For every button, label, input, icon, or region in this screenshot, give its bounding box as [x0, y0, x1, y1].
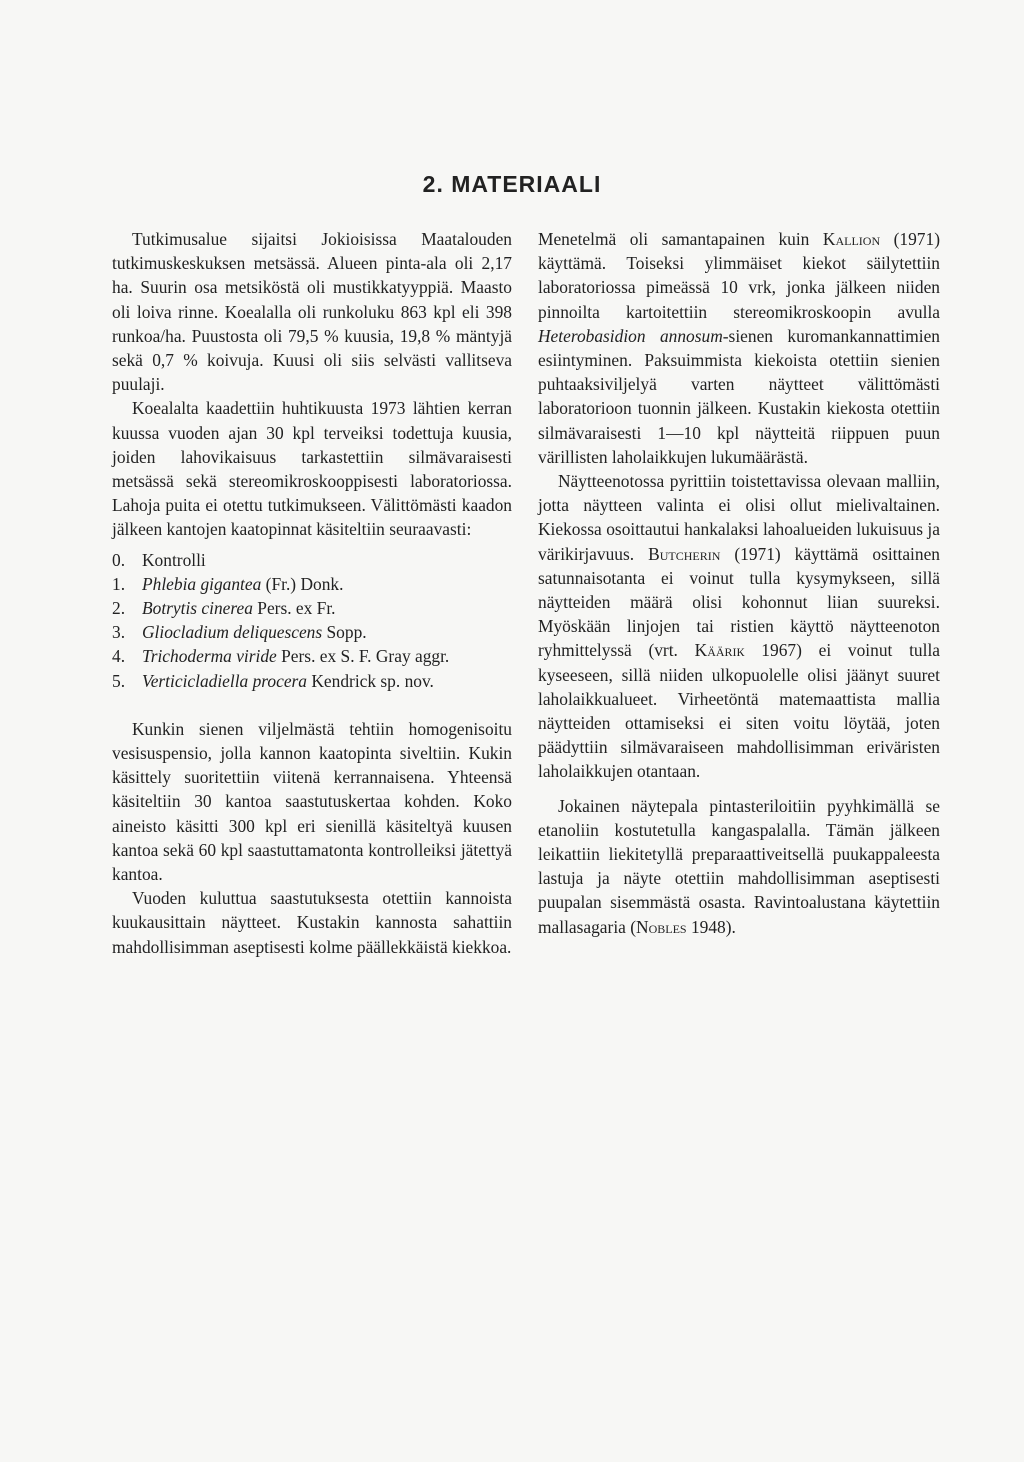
- list-item: 3. Gliocladium deliquescens Sopp.: [112, 622, 367, 643]
- paragraph-sampling: Vuoden kuluttua saastutuksesta otettiin kannoista kuukausittain näytteet. Kustakin kannosta sahattiin mahdollisimman aseptisesti kolme päällekkäistä kiekkoa.: [112, 888, 512, 957]
- paragraph-sampling-model: Näytteenotossa pyrittiin toistettavissa olevaan malliin, jotta näytteen valinta ei olisi ollut mielivaltainen. Kiekossa osoittautui hankalaksi lahoalueiden lukuisuus ja värikirjavuus. Butcherin (1971) käyttämä osittainen satunnaisotanta ei voinut tulla kysymykseen, sillä näytteiden määrä olisi kohonnut liian suureksi. Myöskään linjojen tai ristien käyttö näytteenoton ryhmittelyssä (vrt. Kääriк 1967) ei voinut tulla kyseeseen, sillä niiden ulkopuolelle olisi jäänyt suuret laholaikkualueet. Virheetöntä matemaattista mallia näytteiden ottamiseksi ei siten voitu löytää, joten päädyttiin silmävaraiseen mahdollisimman eriväristen laholaikkujen otantaan.: [538, 471, 941, 782]
- list-item: 5. Verticicladiella procera Kendrick sp. nov.: [112, 670, 434, 691]
- list-item: 1. Phlebia gigantea (Fr.) Donk.: [112, 573, 344, 594]
- right-column: [538, 227, 940, 939]
- paragraph-sterilisation: Jokainen näytepala pintasteriloitiin pyyhkimällä se etanoliin kostutetulla kangaspalalla. Tämän jälkeen leikattiin liekitetyllä preparaattiveitsellä puukappaleesta lastuja ja näyte otettiin mahdollisimman aseptisesti puupalan sisemmästä osasta. Ravintoalustana käytettiin mallasagaria (Nobles 1948).: [538, 795, 940, 937]
- treatment-list: [112, 548, 512, 693]
- section-heading: 2. MATERIAALI: [422, 171, 602, 197]
- paragraph-suspension: Kunkin sienen viljelmästä tehtiin homogenisoitu vesisuspensio, jolla kannon kaatopinta siveltiin. Kukin käsittely suoritettiin viitenä kerrannaisena. Yhteensä käsiteltiin 30 kantoa saastutuskertaa kohden. Koko aineisto käsitti 300 kpl eri sienillä käsiteltyä kuusen kantoa sekä 60 kpl saastuttamatonta kontrolleiksi jätettyä kantoa.: [112, 718, 512, 885]
- list-item: 0. Kontrolli: [112, 549, 206, 570]
- paragraph-felling: Koealalta kaadettiin huhtikuusta 1973 lähtien kerran kuussa vuoden ajan 30 kpl terveiksi todettuja kuusia, joiden lahovikaisuus tarkastettiin silmävaraisesti metsässä sekä stereomikroskooppisesti laboratoriossa. Lahoja puita ei otettu tutkimukseen. Välittömästi kaadon jälkeen kantojen kaatopinnat käsiteltiin seuraavasti:: [112, 398, 512, 540]
- left-column: [112, 227, 512, 959]
- paragraph-study-area: Tutkimusalue sijaitsi Jokioisissa Maatalouden tutkimuskeskuksen metsässä. Alueen pinta-ala oli 2,17 ha. Suurin osa metsiköstä oli mustikkatyyppiä. Maasto oli loiva rinne. Koealalla oli runkoluku 863 kpl eli 398 runkoa/ha. Puustosta oli 79,5 % kuusia, 19,8 % mäntyjä sekä 0,7 % koivuja. Kuusi oli siis selvästi vallitseva puulaji.: [112, 229, 512, 395]
- list-item: 4. Trichoderma viride Pers. ex S. F. Gray aggr.: [112, 646, 450, 667]
- list-item: 2. Botrytis cinerea Pers. ex Fr.: [112, 598, 336, 619]
- paragraph-method: Menetelmä oli samantapainen kuin Kallion (1971) käyttämä. Toiseksi ylimmäiset kiekot säilytettiin laboratoriossa pimeässä 10 vrk, jonka jälkeen niiden pinnoilta kartoitettiin stereomikroskoopin avulla Heterobasidion annosum-sienen kuromankannattimien esiintyminen. Paksuimmista kiekoista otettiin sienien puhtaaksiviljelyä varten näytteet välittömästi laboratorioon tuonnin jälkeen. Kustakin kiekosta otettiin silmävaraisesti 1—10 kpl näytteitä riippuen puun värillisten laholaikkujen lukumäärästä.: [538, 229, 940, 467]
